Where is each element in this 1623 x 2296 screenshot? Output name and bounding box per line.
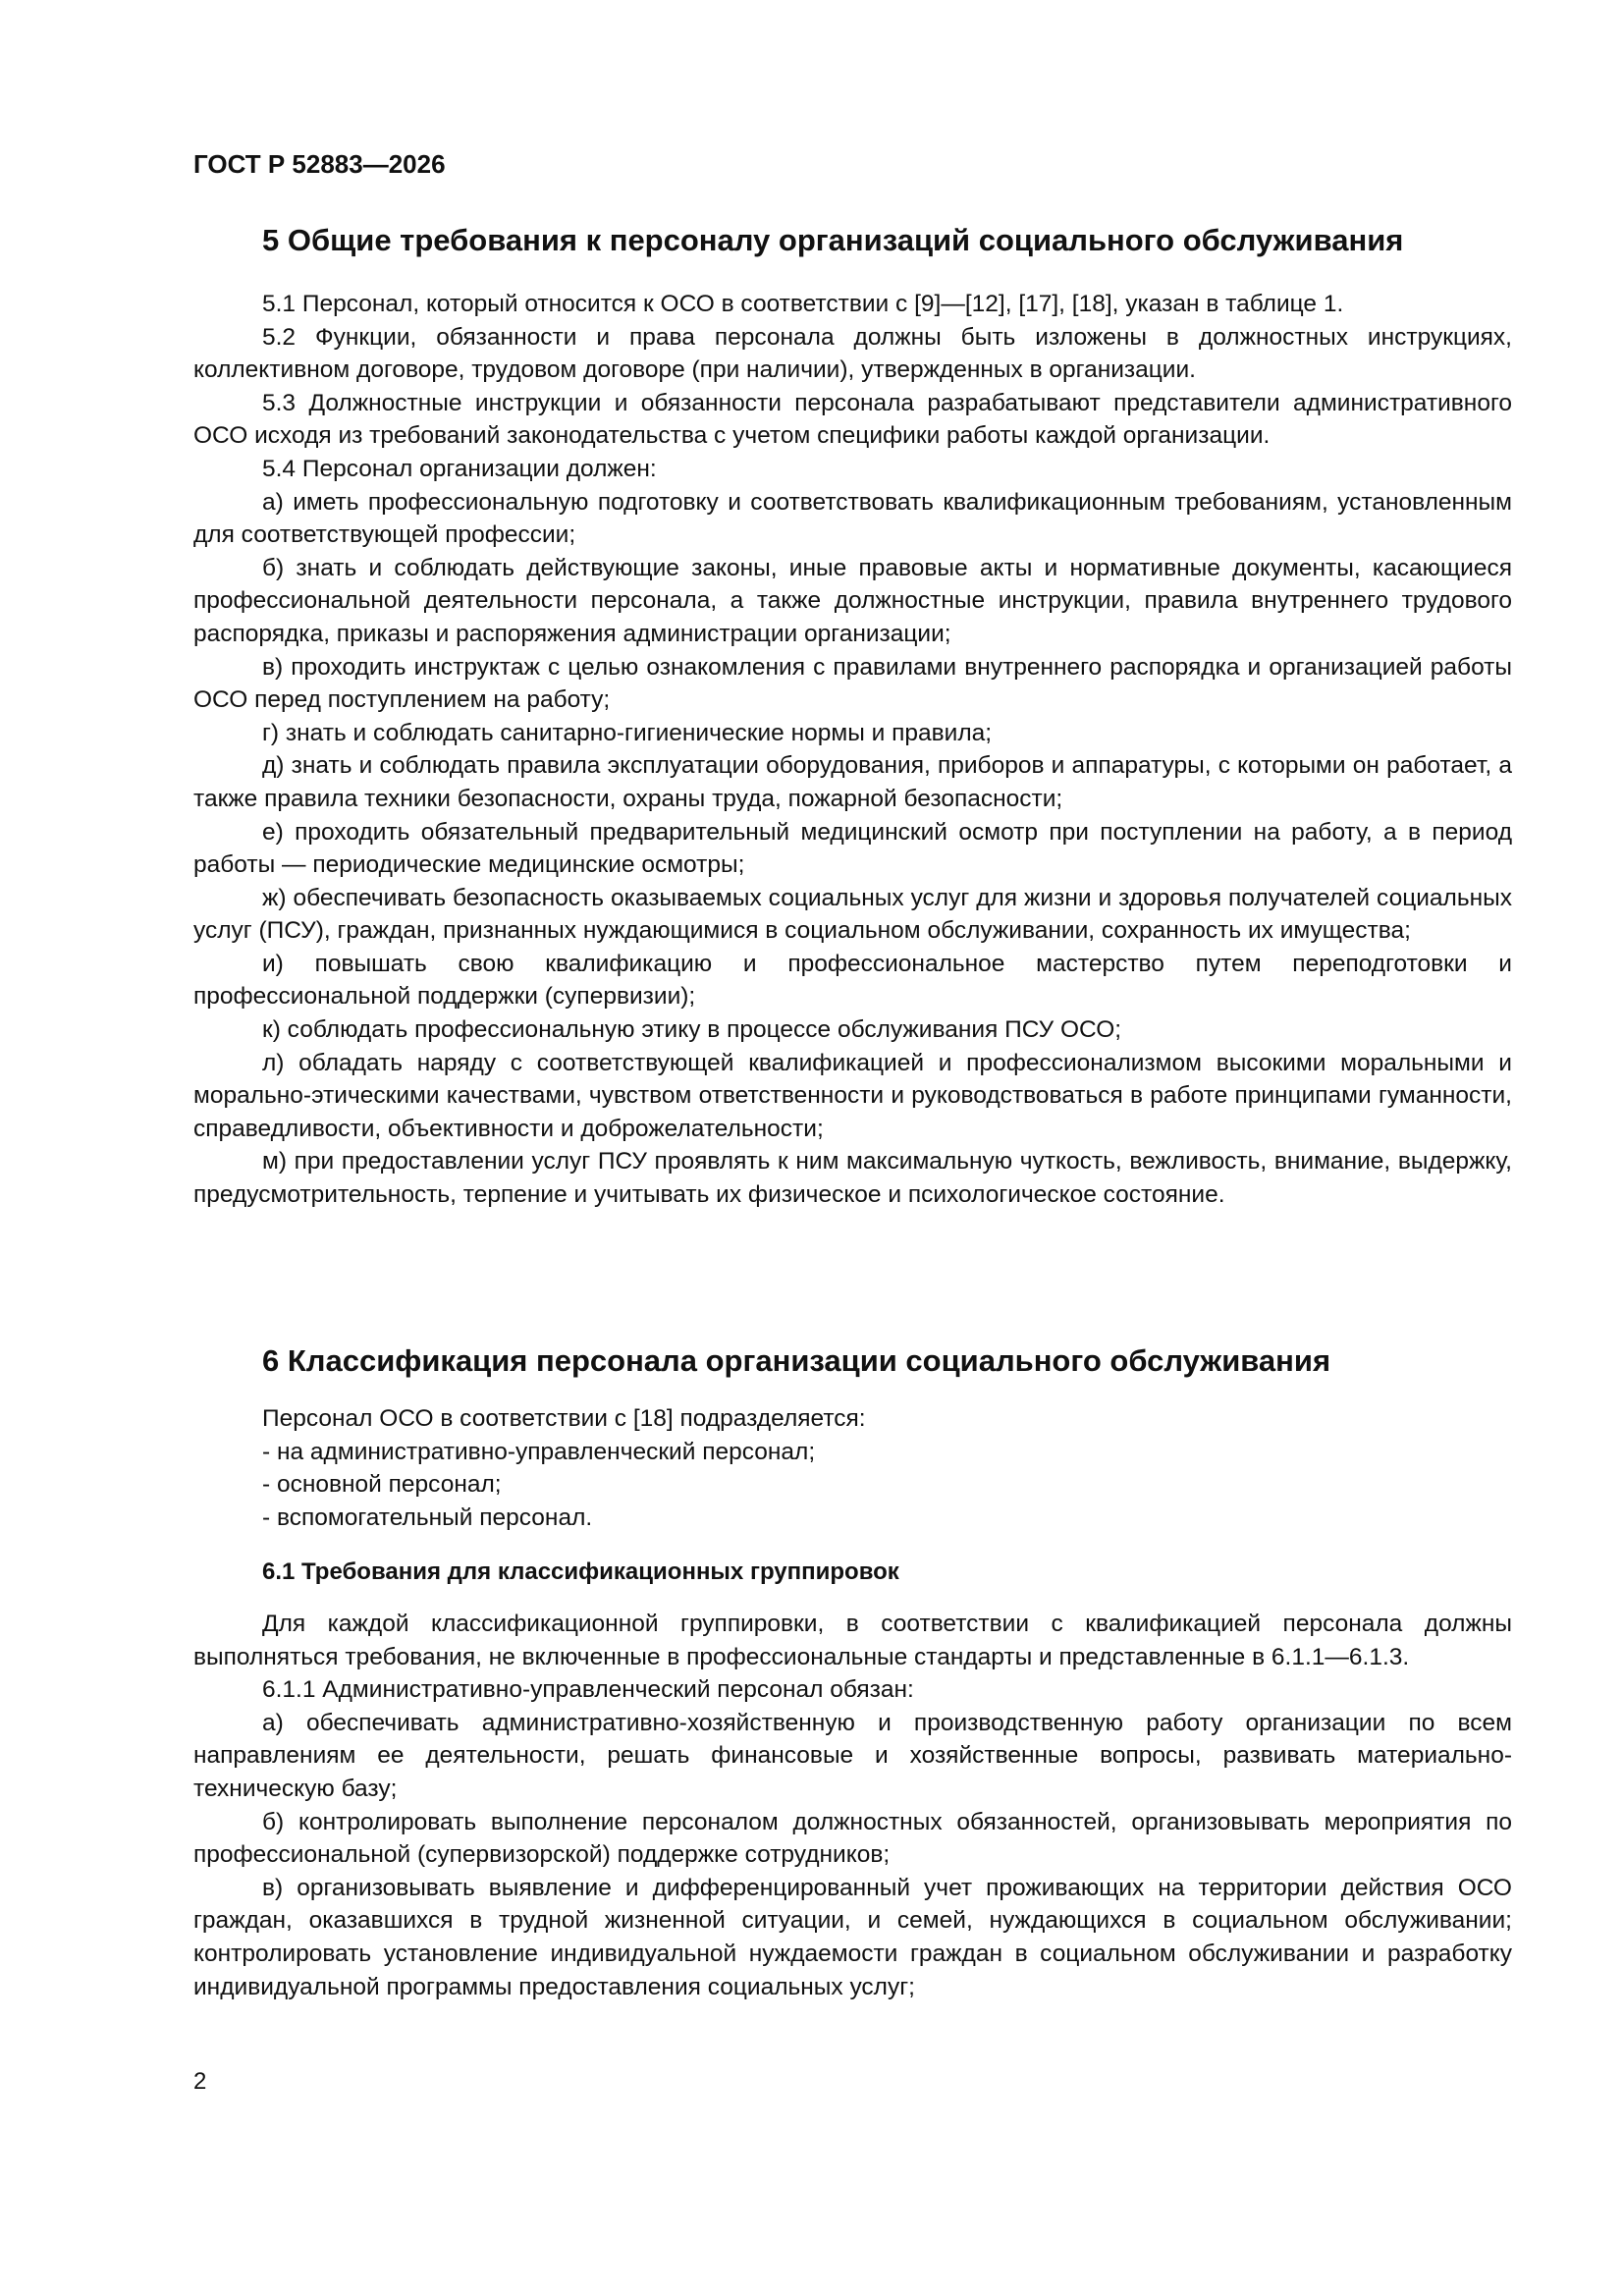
list-item-b: б) контролировать выполнение персоналом должностных обязанностей, организовывать мероприятия по профессиональной (супервизорской) поддержке сотрудников; bbox=[193, 1808, 1512, 1869]
list-item-v: в) организовывать выявление и дифференцированный учет проживающих на территории действия ОСО граждан, оказавшихся в трудной жизненной ситуации, и семей, нуждающихся в социальном обслуживании; контролировать установление индивидуальной нуждаемости граждан в социальном обслуживании и разработку индивидуальной программы предоставления социальных услуг; bbox=[193, 1874, 1512, 2000]
list-item-zh: ж) обеспечивать безопасность оказываемых социальных услуг для жизни и здоровья получателей социальных услуг (ПСУ), граждан, признанных нуждающимися в социальном обслуживании, сохранность их имущества; bbox=[193, 884, 1512, 945]
list-item-v: в) проходить инструктаж с целью ознакомления с правилами внутреннего распорядка и организацией работы ОСО перед поступлением на работу; bbox=[193, 653, 1512, 714]
list-item-k: к) соблюдать профессиональную этику в процессе обслуживания ПСУ ОСО; bbox=[262, 1016, 1122, 1044]
list-item: - на административно-управленческий персонал; bbox=[262, 1438, 816, 1465]
paragraph-5-4: 5.4 Персонал организации должен: bbox=[262, 455, 657, 482]
section-5 bbox=[193, 221, 1512, 1212]
list-item: - основной персонал; bbox=[262, 1471, 502, 1499]
section-6-intro: Персонал ОСО в соответствии с [18] подразделяется: bbox=[262, 1405, 866, 1432]
list-item-d: д) знать и соблюдать правила эксплуатации оборудования, приборов и аппаратуры, с которыми он работает, а также правила техники безопасности, охраны труда, пожарной безопасности; bbox=[193, 752, 1512, 812]
paragraph-5-1: 5.1 Персонал, который относится к ОСО в соответствии с [9]—[12], [17], [18], указан в таблице 1. bbox=[262, 291, 1344, 317]
document-id: ГОСТ Р 52883—2026 bbox=[193, 149, 446, 179]
section-6-title: 6 Классификация персонала организации социального обслуживания bbox=[262, 1343, 1331, 1378]
list-item: - вспомогательный персонал. bbox=[262, 1503, 593, 1531]
list-item-g: г) знать и соблюдать санитарно-гигиенические нормы и правила; bbox=[262, 719, 993, 746]
page-number: 2 bbox=[193, 2068, 207, 2095]
list-item-b: б) знать и соблюдать действующие законы, иные правовые акты и нормативные документы, касающиеся профессиональной деятельности персонала, а также должностные инструкции, правила внутреннего трудового распорядка, приказы и распоряжения администрации организации; bbox=[193, 554, 1512, 647]
list-item-a: а) иметь профессиональную подготовку и соответствовать квалификационным требованиям, установленным для соответствующей профессии; bbox=[193, 488, 1512, 549]
paragraph-5-3: 5.3 Должностные инструкции и обязанности персонала разрабатывают представители административного ОСО исходя из требований законодательства с учетом специфики работы каждой организации. bbox=[193, 389, 1512, 450]
section-6 bbox=[193, 1341, 1512, 1534]
list-item-a: а) обеспечивать административно-хозяйственную и производственную работу организации по всем направлениям ее деятельности, решать финансовые и хозяйственные вопросы, развивать материально-техническую базу; bbox=[193, 1709, 1512, 1802]
paragraph-6-1-intro: Для каждой классификационной группировки, в соответствии с квалификацией персонала должны выполняться требования, не включенные в профессиональные стандарты и представленные в 6.1.1—6.1.3. bbox=[193, 1611, 1512, 1670]
list-item-e: е) проходить обязательный предварительный медицинский осмотр при поступлении на работу, а в период работы — периодические медицинские осмотры; bbox=[193, 818, 1512, 879]
section-6-1 bbox=[193, 1557, 1512, 2003]
paragraph-6-1-1: 6.1.1 Административно-управленческий персонал обязан: bbox=[262, 1676, 914, 1704]
section-6-1-title: 6.1 Требования для классификационных группировок bbox=[262, 1558, 899, 1585]
section-5-title: 5 Общие требования к персоналу организаций социального обслуживания bbox=[262, 223, 1404, 257]
list-item-i: и) повышать свою квалификацию и профессиональное мастерство путем переподготовки и профессиональной поддержки (супервизии); bbox=[193, 950, 1512, 1011]
paragraph-5-2: 5.2 Функции, обязанности и права персонала должны быть изложены в должностных инструкциях, коллективном договоре, трудовом договоре (при наличии), утвержденных в организации. bbox=[193, 323, 1512, 384]
list-item-m: м) при предоставлении услуг ПСУ проявлять к ним максимальную чуткость, вежливость, внимание, выдержку, предусмотрительность, терпение и учитывать их физическое и психологическое состояние. bbox=[193, 1148, 1512, 1209]
list-item-l: л) обладать наряду с соответствующей квалификацией и профессионализмом высокими моральными и морально-этическими качествами, чувством ответственности и руководствоваться в работе принципами гуманности, справедливости, объективности и доброжелательности; bbox=[193, 1049, 1512, 1142]
